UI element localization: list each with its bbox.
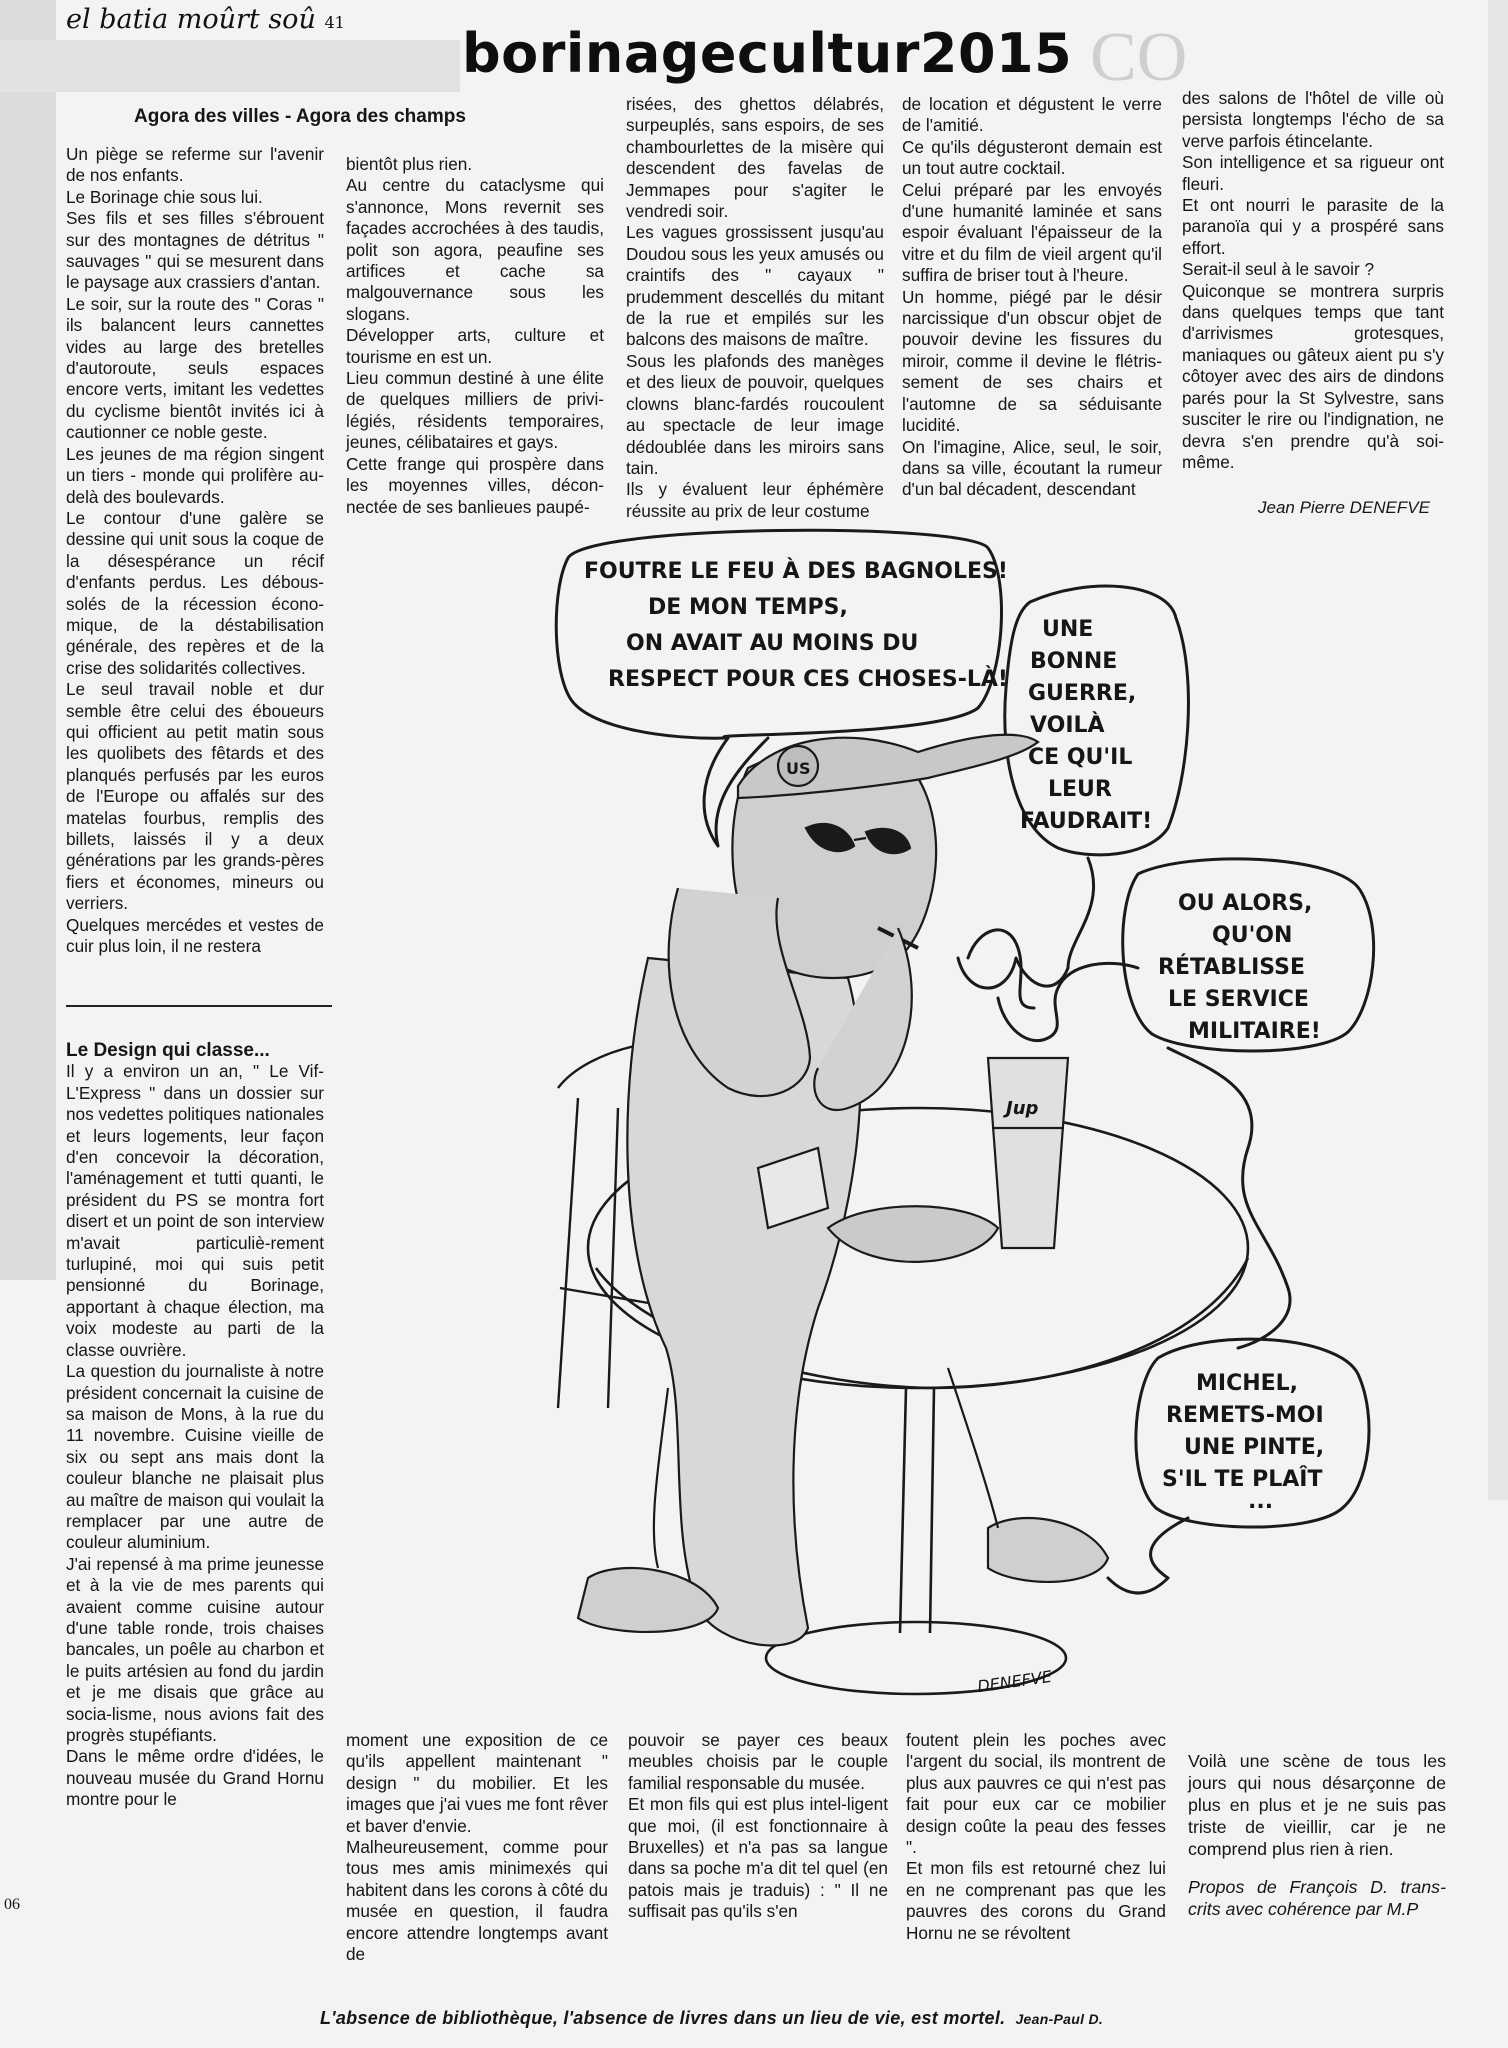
footer-quote-text: L'absence de bibliothèque, l'absence de livres dans un lieu de vie, est mortel. (320, 2008, 1006, 2028)
paragraph: Et mon fils qui est plus intel-ligent que moi, (il est fonctionnaire à Bruxelles) et n'a pas sa langue dans sa poche m'a dit tel quel (en patois mais je traduis) : " Il ne suffisait pas qu'ils s'en (628, 1794, 888, 1922)
article-separator (66, 1005, 332, 1007)
page-title: borinagecultur2015 (462, 22, 1073, 85)
article1-column-3 (626, 94, 884, 522)
paragraph: Sous les plafonds des manèges et des lieux de pouvoir, quelques clowns blanc-fardés roucoulent au spectacle de leur image dédoublée dans les miroirs sans tain. (626, 350, 884, 478)
bubble3-line5: MILITAIRE! (1188, 1019, 1321, 1044)
facing-page-strip (0, 0, 56, 1280)
paragraph: bientôt plus rien. (346, 154, 473, 174)
paragraph: Et mon fils est retourné chez lui en ne comprenant pas que les pauvres des corons du Grand Hornu ne se révoltent (906, 1858, 1166, 1943)
right-edge-strip (1488, 0, 1508, 1500)
paragraph: Il y a environ un an, " Le Vif-L'Express " dans un dossier sur nos vedettes politiques nationales et leurs logements, leur façon d'en concevoir la décoration, l'aménagement et tutti quanti, le président du PS se montra fort disert et un point de son interview m'avait particuliè-rement turlupiné, moi qui suis petit pensionné du Borinage, apportant à chaque élection, ma voix modeste au parti de la classe ouvrière. (66, 1061, 324, 1360)
ashtray (828, 1206, 998, 1262)
article2-credit: Propos de François D. trans-crits avec cohérence par M.P (1188, 1877, 1446, 1919)
bubble2-line1: UNE (1042, 617, 1094, 642)
bubble2-line5: CE QU'IL (1028, 745, 1133, 770)
paragraph: Le seul travail noble et dur semble être celui des éboueurs qui officient au petit matin sous les quolibets des fêtards et des planqués perfusés par les euros de l'Europe ou affalés sur des matelas fourbus, remplis des billets, laissés il y a deux générations par les grands-pères fiers et économes, mineurs ou verriers. (66, 679, 324, 914)
bubble2-line6: LEUR (1048, 777, 1112, 802)
paragraph: Et ont nourri le parasite de la paranoïa qui y a prospéré sans effort. (1182, 195, 1444, 258)
bubble1-line1: FOUTRE LE FEU À DES BAGNOLES! (584, 559, 1008, 584)
paragraph: J'ai repensé à ma prime jeunesse et à la vie de mes parents qui avaient comme cuisine autour d'une table ronde, trois chaises bancales, un poêle au charbon et le puits artésien au fond du jardin et je me disais que grâce au socia-lisme, nous avions fait des progrès stupéfiants. (66, 1553, 324, 1745)
paragraph: Ils y évaluent leur éphémère réussite au prix de leur costume (626, 479, 884, 521)
article1-column-2 (346, 154, 604, 518)
paragraph: moment une exposition de ce qu'ils appellent maintenant " design " du mobilier. Et les images que j'ai vues me font rêver et baver d'envie. (346, 1730, 608, 1836)
bubble3-line4: LE SERVICE (1168, 987, 1309, 1012)
paragraph: Un piège se referme sur l'avenir de nos enfants. (66, 144, 324, 186)
bubble4-line5: ... (1248, 1489, 1274, 1514)
paragraph: Le soir, sur la route des " Coras " ils balancent leurs cannettes vides au large des bretelles d'autoroute, seuls espaces encore verts, imitant les vedettes du cyclisme bientôt invités ici à cautionner ce noble geste. (66, 293, 324, 443)
article1-signature: Jean Pierre DENEFVE (1258, 498, 1430, 517)
bubble1-line4: RESPECT POUR CES CHOSES-LÀ! (608, 667, 1008, 692)
bubble2-line2: BONNE (1030, 649, 1118, 674)
publication-name: el batia moûrt soû 41 (66, 4, 345, 35)
speech-bubble-3-tail (998, 963, 1138, 1040)
paragraph: Dans le même ordre d'idées, le nouveau musée du Grand Hornu montre pour le (66, 1746, 324, 1810)
speech-bubble-4-tail (1108, 1518, 1188, 1593)
bubble4-line4: S'IL TE PLAÎT (1162, 1467, 1323, 1492)
paragraph: Cette frange qui prospère dans les moyennes villes, décon-nectée de ses banlieues paupé- (346, 453, 604, 517)
paragraph: Ce qu'ils dégusteront demain est un tout autre cocktail. (902, 136, 1162, 179)
paragraph: Celui préparé par les envoyés d'une humanité laminée et sans espoir évaluant l'épaisseur de la vitre et du film de vieil argent qu'il suffira de briser tout à l'heure. (902, 179, 1162, 286)
bleed-through-letters: CO (1090, 19, 1188, 96)
paragraph: Le Borinage chie sous lui. (66, 186, 263, 207)
paragraph: foutent plein les poches avec l'argent du social, ils montrent de plus aux pauvres ce qui n'est pas fait pour eux car ce mobilier design coûte la peau des fesses ". (906, 1730, 1166, 1858)
paragraph: Développer arts, culture et tourisme en est un. (346, 325, 604, 367)
paragraph: Serait-il seul à le savoir ? (1182, 259, 1375, 280)
bubble4-line2: REMETS-MOI (1166, 1403, 1324, 1428)
article2-column-1 (66, 1040, 324, 1811)
footer-quote-author: Jean-Paul D. (1015, 2011, 1104, 2027)
article2-column-3 (628, 1730, 888, 1923)
cap-text: US (786, 759, 811, 778)
article2-heading: Le Design qui classe... (66, 1040, 270, 1061)
bubble4-line3: UNE PINTE, (1184, 1435, 1325, 1460)
paragraph: Son intelligence et sa rigueur ont fleuri. (1182, 152, 1444, 194)
glass-text: Jup (1006, 1098, 1039, 1119)
article2-column-5 (1188, 1750, 1446, 1920)
bubble3-line3: RÉTABLISSE (1158, 955, 1305, 980)
squiggle-line (1168, 1048, 1290, 1348)
paragraph: Les vagues grossissent jusqu'au Doudou sous les yeux amusés ou craintifs des " cayaux " prudemment descellés du mitant de la rue et empilés sur les balcons des maisons de maître. (626, 222, 884, 350)
paragraph: Ses fils et ses filles s'ébrouent sur des montagnes de détritus " sauvages " qui se mesurent dans le paysage aux crassiers d'antan. (66, 208, 324, 293)
paragraph: Au centre du cataclysme qui s'annonce, Mons revernit ses façades accrochées à des taudis, polit son agora, peaufine ses artifices et cache sa malgouvernance sous les slogans. (346, 175, 604, 324)
old-man-figure (578, 735, 1108, 1646)
paragraph: Lieu commun destiné à une élite de quelques milliers de privi-légiés, résidents temporaires, jeunes, célibataires et gays. (346, 368, 604, 453)
article1-column-4 (902, 94, 1162, 501)
bubble3-line1: OU ALORS, (1178, 891, 1313, 916)
cartoon-illustration (548, 528, 1488, 1700)
article2-column-2 (346, 1730, 608, 1965)
bubble3-line2: QU'ON (1212, 923, 1293, 948)
bubble4-line1: MICHEL, (1196, 1371, 1299, 1396)
speech-bubble-2-tail (958, 858, 1094, 988)
footer-page-number: 06 (4, 1896, 20, 1913)
paragraph: La question du journaliste à notre président concernait la cuisine de sa maison de Mons, à la rue du 11 novembre. Cuisine vieille de six ou sept ans mais dont la couleur blanche ne plaisait plus au maître de maison qui voulait la remplacer par une autre de couleur aluminium. (66, 1361, 324, 1553)
bubble2-line3: GUERRE, (1028, 681, 1137, 706)
paragraph: Voilà une scène de tous les jours qui nous désarçonne de plus en plus et je ne suis pas triste de vieillir, car je ne comprend plus rien à rien. (1188, 1751, 1446, 1859)
smoke-trail (968, 930, 1034, 1008)
paragraph: pouvoir se payer ces beaux meubles choisis par le couple familial responsable du musée. (628, 1730, 888, 1793)
footer-quote (320, 2008, 1103, 2029)
paragraph: Quiconque se montrera surpris dans quelques temps que tant d'arrivismes grotesques, maniaques ou gâteux aient pu s'y côtoyer avec des airs de dindons parés pour la St Sylvestre, sans susciter le rire ou l'indignation, ne devra s'en prendre qu'à soi-même. (1182, 280, 1444, 472)
article1-heading: Agora des villes - Agora des champs (134, 106, 466, 127)
bubble2-line7: FAUDRAIT! (1020, 809, 1153, 834)
paragraph: Le contour d'une galère se dessine qui unit sous la coque de la désespérance un récif d'enfants perdus. Les débous-solés de la récession écono-mique, de la déstabilisation générale, des repères et de la crise des solidarités collectives. (66, 507, 324, 678)
paragraph: Malheureusement, comme pour tous mes amis minimexés qui habitent dans les corons à côté du musée en question, il faudra encore attendre longtemps avant de (346, 1837, 608, 1965)
article2-column-4 (906, 1730, 1166, 1944)
header-bleed (0, 40, 460, 92)
artist-signature: DENEFVE (976, 1666, 1053, 1697)
bubble1-line2: DE MON TEMPS, (648, 595, 848, 620)
paragraph: des salons de l'hôtel de ville où persista longtemps l'écho de sa verve parfois étincelante. (1182, 88, 1444, 151)
paragraph: Quelques mercédes et vestes de cuir plus loin, il ne restera (66, 914, 324, 957)
bubble2-line4: VOILÀ (1030, 713, 1105, 738)
paragraph: risées, des ghettos délabrés, surpeuplés, sans espoirs, de ses chambourlettes de la misère qui descendent des favelas de Jemmapes pour s'agiter le vendredi soir. (626, 94, 884, 222)
paragraph: Les jeunes de ma région singent un tiers - monde qui prolifère au-delà des boulevards. (66, 443, 324, 507)
article1-column-5 (1182, 88, 1444, 473)
right-boot (988, 1518, 1108, 1582)
paragraph: Un homme, piégé par le désir narcissique d'un obscur objet de pouvoir devine les fissures du miroir, comme il devine le flétris-sement de ses chairs et l'automne de sa séduisante lucidité. (902, 286, 1162, 436)
bubble1-line3: ON AVAIT AU MOINS DU (626, 631, 919, 656)
beer-glass (988, 1058, 1068, 1248)
paragraph: de location et dégustent le verre de l'amitié. (902, 94, 1162, 136)
paragraph: On l'imagine, Alice, seul, le soir, dans sa ville, écoutant la rumeur d'un bal décadent, descendant (902, 436, 1162, 500)
header-page-number: 41 (324, 13, 345, 32)
